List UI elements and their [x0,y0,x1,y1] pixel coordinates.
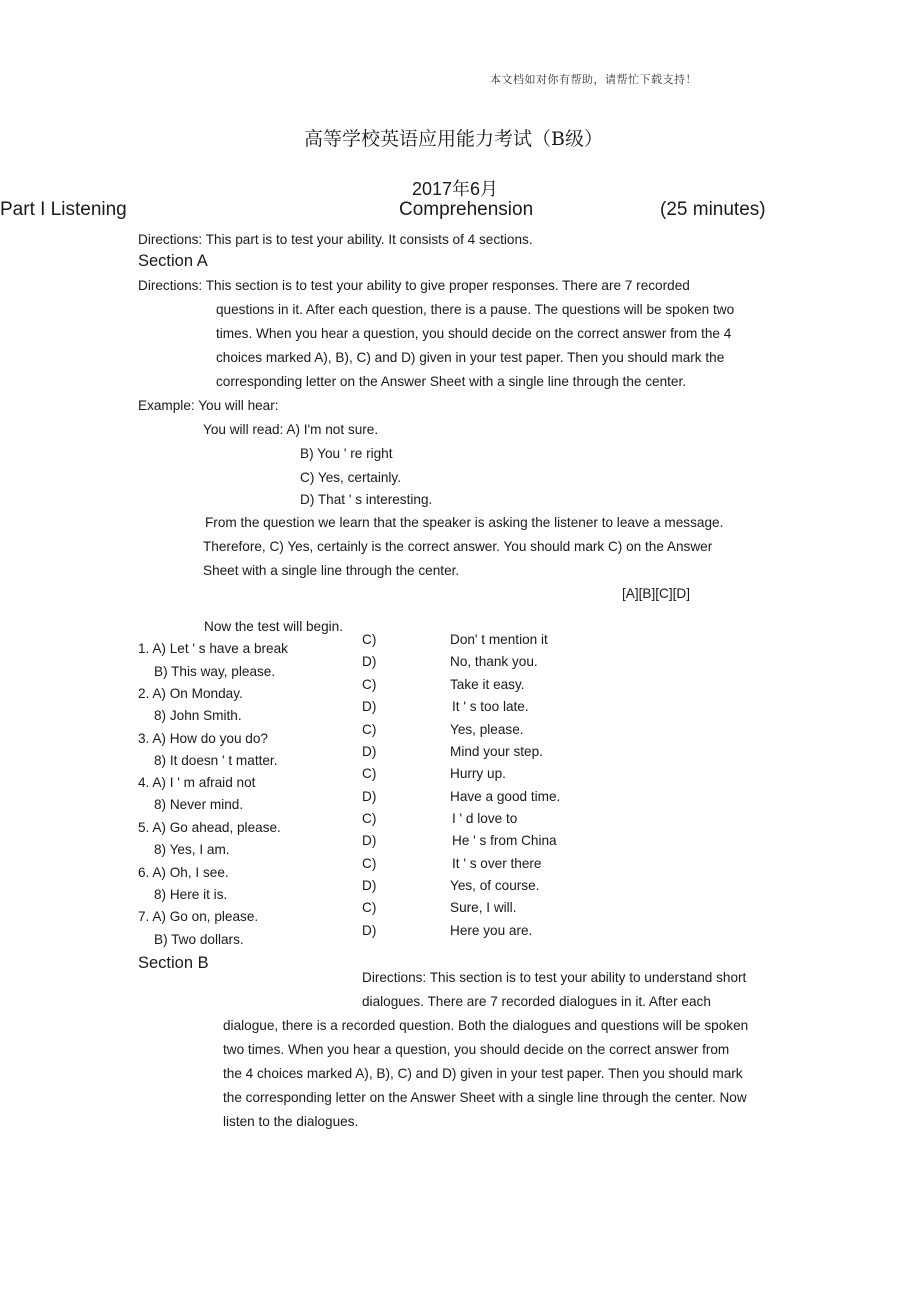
question-5-option-b: 8) Yes, I am. [154,842,230,857]
explanation-line: Therefore, C) Yes, certainly is the correct answer. You should mark C) on the Answer [203,539,713,554]
question-3-option-c: Yes, please. [450,722,524,737]
section-b-heading: Section B [138,954,209,972]
section-a-heading: Section A [138,252,208,270]
question-5-option-a: 5. A) Go ahead, please. [138,820,281,835]
option-c-label: C) [362,677,377,692]
part-label: Part I Listening [0,199,127,220]
question-6-option-a: 6. A) Oh, I see. [138,865,229,880]
question-2-option-d: It ' s too late. [452,699,529,714]
example-label: Example: You will hear: [138,398,279,413]
directions-line: dialogue, there is a recorded question. Both the dialogues and questions will be spoken [223,1018,749,1033]
option-d-label: D) [362,699,377,714]
part-directions: Directions: This part is to test your ability. It consists of 4 sections. [138,232,533,247]
question-1-option-d: No, thank you. [450,654,538,669]
question-1-option-a: 1. A) Let ' s have a break [138,641,288,656]
example-you-will-read: You will read: A) I'm not sure. [203,422,379,437]
part-name: Comprehension [399,199,534,220]
example-option: B) You ' re right [300,446,393,461]
option-d-label: D) [362,789,377,804]
directions-line: corresponding letter on the Answer Sheet with a single line through the center. [216,374,687,389]
option-d-label: D) [362,833,377,848]
question-1-option-c: Don' t mention it [450,632,548,647]
answer-mark: [A][B][C][D] [622,586,690,601]
directions-line: listen to the dialogues. [223,1114,359,1129]
option-d-label: D) [362,923,377,938]
directions-line: two times. When you hear a question, you should decide on the correct answer from [223,1042,730,1057]
question-4-option-b: 8) Never mind. [154,797,244,812]
explanation-line: Sheet with a single line through the center. [203,563,460,578]
explanation-line: From the question we learn that the speaker is asking the listener to leave a message. [205,515,724,530]
test-begin: Now the test will begin. [204,619,344,634]
question-6-option-d: Yes, of course. [450,878,540,893]
option-c-label: C) [362,856,377,871]
directions-line: dialogues. There are 7 recorded dialogues in it. After each [362,994,711,1009]
question-3-option-d: Mind your step. [450,744,543,759]
option-c-label: C) [362,811,377,826]
exam-date: 2017年6月 [412,179,499,199]
option-c-label: C) [362,900,377,915]
option-d-label: D) [362,878,377,893]
question-7-option-d: Here you are. [450,923,533,938]
question-5-option-d: He ' s from China [452,833,557,848]
question-1-option-b: B) This way, please. [154,664,276,679]
option-c-label: C) [362,722,377,737]
option-d-label: D) [362,654,377,669]
question-2-option-b: 8) John Smith. [154,708,242,723]
option-d-label: D) [362,744,377,759]
part-time: (25 minutes) [660,199,766,220]
directions-line: Directions: This section is to test your ability to give proper responses. There are 7 recorded [138,278,690,293]
exam-title: 高等学校英语应用能力考试（B级） [304,128,603,150]
question-7-option-a: 7. A) Go on, please. [138,909,259,924]
directions-line: choices marked A), B), C) and D) given in your test paper. Then you should mark the [216,350,725,365]
directions-line: Directions: This section is to test your ability to understand short [362,970,747,985]
directions-line: the corresponding letter on the Answer Sheet with a single line through the center. Now [223,1090,747,1105]
example-option: C) Yes, certainly. [300,470,401,485]
question-6-option-b: 8) Here it is. [154,887,228,902]
question-4-option-a: 4. A) I ' m afraid not [138,775,256,790]
directions-line: questions in it. After each question, there is a pause. The questions will be spoken two [216,302,735,317]
directions-line: times. When you hear a question, you should decide on the correct answer from the 4 [216,326,732,341]
directions-line: the 4 choices marked A), B), C) and D) given in your test paper. Then you should mark [223,1066,743,1081]
question-6-option-c: It ' s over there [452,856,542,871]
download-notice: 本文档如对你有帮助，请帮忙下载支持！ [490,73,697,86]
question-3-option-a: 3. A) How do you do? [138,731,268,746]
question-7-option-c: Sure, I will. [450,900,517,915]
option-c-label: C) [362,632,377,647]
question-4-option-d: Have a good time. [450,789,561,804]
question-3-option-b: 8) It doesn ' t matter. [154,753,278,768]
question-2-option-c: Take it easy. [450,677,525,692]
question-7-option-b: B) Two dollars. [154,932,244,947]
question-4-option-c: Hurry up. [450,766,506,781]
example-option: D) That ' s interesting. [300,492,433,507]
question-5-option-c: I ' d love to [452,811,518,826]
question-2-option-a: 2. A) On Monday. [138,686,243,701]
option-c-label: C) [362,766,377,781]
